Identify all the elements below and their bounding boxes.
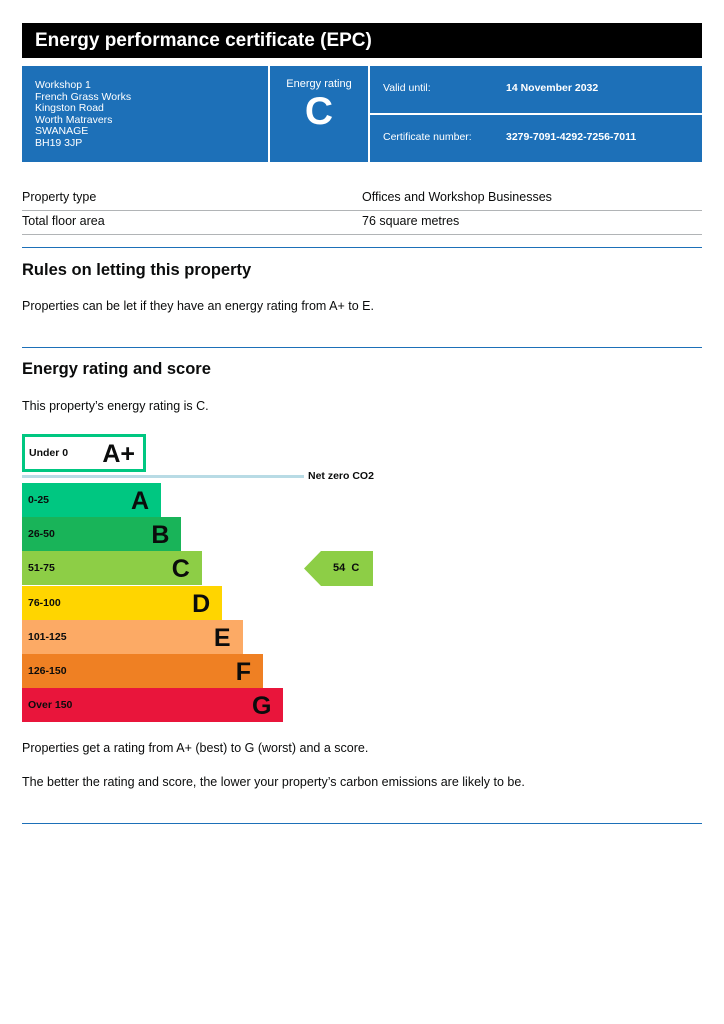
band-range: 101-125 <box>28 630 67 643</box>
band-letter: C <box>171 555 190 584</box>
page-title: Energy performance certificate (EPC) <box>22 23 702 58</box>
energy-rating-box <box>270 66 368 162</box>
valid-until-label: Valid until: <box>383 82 431 94</box>
energy-rating-letter: C <box>304 90 334 133</box>
section-divider <box>22 347 702 348</box>
rating-band-aplus <box>22 434 146 472</box>
rules-heading: Rules on letting this property <box>22 261 252 279</box>
band-letter: F <box>235 658 251 686</box>
band-letter: B <box>151 521 170 550</box>
band-range: 51-75 <box>28 562 55 575</box>
rating-band <box>22 517 181 551</box>
section-divider <box>22 823 702 824</box>
rating-band <box>22 483 161 517</box>
band-letter: A+ <box>102 440 135 468</box>
address-line: French Grass Works <box>35 90 132 103</box>
current-letter: C <box>351 562 360 574</box>
band-range: Under 0 <box>29 447 69 459</box>
current-score: 54 <box>333 562 346 574</box>
rules-text: Properties can be let if they have an energy rating from A+ to E. <box>22 299 374 313</box>
rating-band <box>22 620 243 654</box>
certificate-number-value: 3279-7091-4292-7256-7011 <box>506 131 637 143</box>
rating-band <box>22 654 263 688</box>
property-type-row <box>22 187 702 211</box>
rating-band <box>22 551 202 585</box>
property-type-value: Offices and Workshop Businesses <box>362 190 552 204</box>
band-range: 76-100 <box>28 596 61 609</box>
band-range: 0-25 <box>28 494 50 506</box>
valid-until-box <box>370 66 702 113</box>
band-letter: E <box>213 623 231 652</box>
band-letter: A <box>130 487 149 515</box>
net-zero-label: Net zero CO2 <box>308 470 374 482</box>
net-zero-line <box>22 475 304 478</box>
band-range: 26-50 <box>28 528 55 541</box>
band-range: Over 150 <box>28 699 73 712</box>
floor-area-row <box>22 211 702 235</box>
address-line: Kingston Road <box>35 102 104 115</box>
band-range: 126-150 <box>28 665 67 677</box>
section-divider <box>22 247 702 248</box>
rating-band <box>22 586 222 620</box>
address-line: SWANAGE <box>35 125 89 138</box>
floor-area-value: 76 square metres <box>362 214 460 228</box>
band-letter: D <box>192 589 211 618</box>
valid-until-value: 14 November 2032 <box>506 82 599 94</box>
score-intro: This property’s energy rating is C. <box>22 399 209 413</box>
certificate-number-box <box>370 115 702 162</box>
address-line: Worth Matravers <box>35 113 113 126</box>
certificate-number-label: Certificate number: <box>383 131 472 143</box>
band-letter: G <box>251 692 272 721</box>
rating-explanation: Properties get a rating from A+ (best) to G (worst) and a score. <box>22 741 369 755</box>
address-line: Workshop 1 <box>35 79 91 91</box>
energy-rating-label: Energy rating <box>286 78 352 90</box>
emissions-explanation: The better the rating and score, the lower your property’s carbon emissions are likely to be. <box>22 775 525 789</box>
rating-band <box>22 688 283 722</box>
score-heading: Energy rating and score <box>22 360 211 378</box>
current-rating-text <box>333 551 359 586</box>
address-line: BH19 3JP <box>35 136 83 149</box>
property-type-label: Property type <box>22 190 97 204</box>
property-address <box>22 66 268 162</box>
floor-area-label: Total floor area <box>22 214 105 228</box>
